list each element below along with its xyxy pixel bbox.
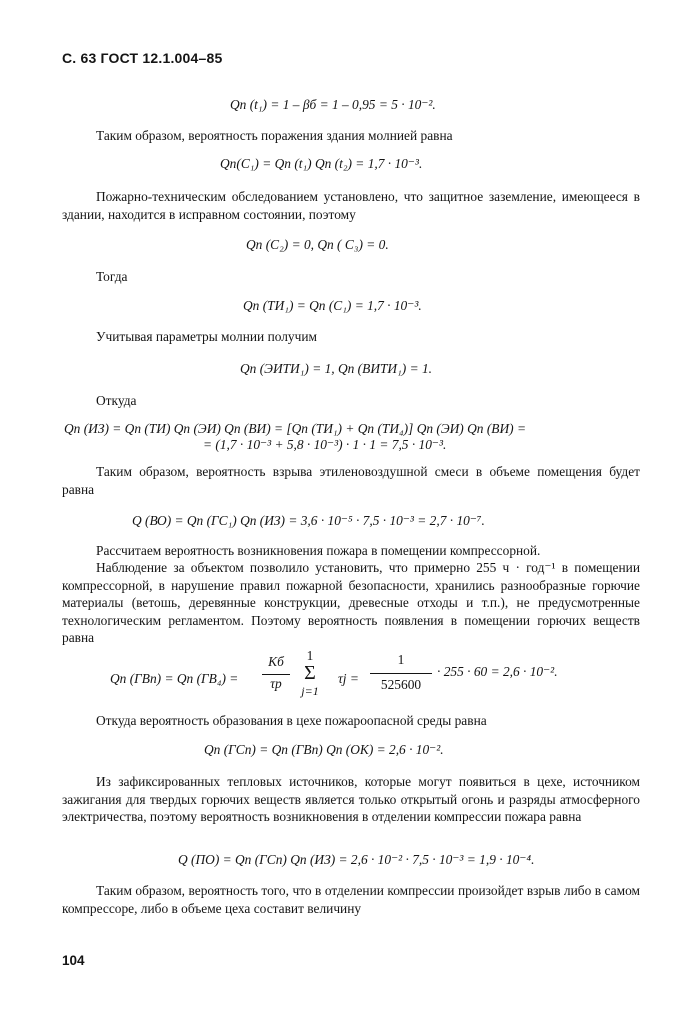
paragraph-3: Тогда: [96, 269, 128, 284]
equation-6-line-1: Qп (ИЗ) = Qп (ТИ) Qп (ЭИ) Qп (ВИ) = [Qп (ТИ₁) + Qп (ТИ₄)] Qп (ЭИ) Qп (ВИ) =: [64, 421, 526, 436]
equation-8-rhs: · 255 · 60 = 2,6 · 10⁻².: [437, 664, 558, 679]
equation-8-k-denominator: τр: [270, 676, 282, 691]
equation-8-k-numerator: Кб: [268, 654, 284, 669]
paragraph-2: Пожарно-техническим обследованием установлено, что защитное заземление, имеющееся в здании, находится в исправном состоянии, поэтому: [62, 189, 640, 222]
paragraph-7: Наблюдение за объектом позволило установить, что примерно 255 ч · год⁻¹ в помещении компрессорной, в нарушение правил пожарной безопасности, хранились разнообразные горючие материалы (ветошь, деревянные конструкции, древесные отходы и т.п.), не предусмотренные технологическим регламентом. Поэтому вероятность появления в помещении горючих веществ равна: [62, 560, 640, 646]
equation-8-sum-symbol: Σ: [304, 662, 316, 684]
paragraph-6: Таким образом, вероятность взрыва этиленовоздушной смеси в объеме помещения будет равна: [62, 464, 640, 497]
equation-5: Qп (ЭИТИ₁) = 1, Qп (ВИТИ₁) = 1.: [240, 361, 432, 376]
paragraph-7-first-line: Рассчитаем вероятность возникновения пожара в помещении компрессорной.: [96, 543, 541, 558]
paragraph-5: Откуда: [96, 393, 137, 408]
equation-9: Qп (ГСп) = Qп (ГВп) Qп (ОК) = 2,6 · 10⁻².: [204, 742, 444, 757]
equation-8-tau: τj =: [338, 671, 359, 686]
equation-3: Qп (C₂) = 0, Qп ( C₃) = 0.: [246, 237, 389, 252]
equation-8-denominator: 525600: [380, 677, 422, 692]
equation-10: Q (ПО) = Qп (ГСп) Qп (ИЗ) = 2,6 · 10⁻² · 7,5 · 10⁻³ = 1,9 · 10⁻⁴.: [178, 852, 535, 867]
paragraph-1: Таким образом, вероятность поражения здания молнией равна: [96, 128, 453, 143]
equation-1: Qп (t₁) = 1 – βб = 1 – 0,95 = 5 · 10⁻².: [230, 97, 436, 112]
equation-8-lhs: Qп (ГВп) = Qп (ГВ₄) =: [110, 671, 239, 686]
equation-4: Qп (ТИ₁) = Qп (C₁) = 1,7 · 10⁻³.: [243, 298, 422, 313]
equation-2: Qп(C₁) = Qп (t₁) Qп (t₂) = 1,7 · 10⁻³.: [220, 156, 423, 171]
page-header: С. 63 ГОСТ 12.1.004–85: [62, 50, 223, 66]
equation-8-sum-bottom: j=1: [301, 684, 319, 698]
equation-6-line-2: = (1,7 · 10⁻³ + 5,8 · 10⁻³) · 1 · 1 = 7,5 · 10⁻³.: [203, 437, 447, 452]
paragraph-9: Из зафиксированных тепловых источников, которые могут появиться в цехе, источником зажигания для твердых горючих веществ является только открытый огонь и разряды атмосферного электричества, поэтому вероятность возникновения в отделении компрессии пожара равна: [62, 774, 640, 825]
equation-8-numerator: 1: [397, 652, 405, 667]
page-number: 104: [62, 953, 85, 968]
equation-8-sum-top: 1: [306, 648, 314, 663]
paragraph-4: Учитывая параметры молнии получим: [96, 329, 318, 344]
equation-8-fraction-line: [370, 673, 432, 674]
paragraph-10: Таким образом, вероятность того, что в отделении компрессии произойдет взрыв либо в самом компрессоре, либо в объеме цеха составит величину: [62, 883, 640, 916]
paragraph-8: Откуда вероятность образования в цехе пожароопасной среды равна: [96, 713, 487, 728]
equation-8-k-fraction-line: [262, 674, 290, 675]
equation-7: Q (ВО) = Qп (ГС₁) Qп (ИЗ) = 3,6 · 10⁻⁵ · 7,5 · 10⁻³ = 2,7 · 10⁻⁷.: [132, 513, 485, 528]
